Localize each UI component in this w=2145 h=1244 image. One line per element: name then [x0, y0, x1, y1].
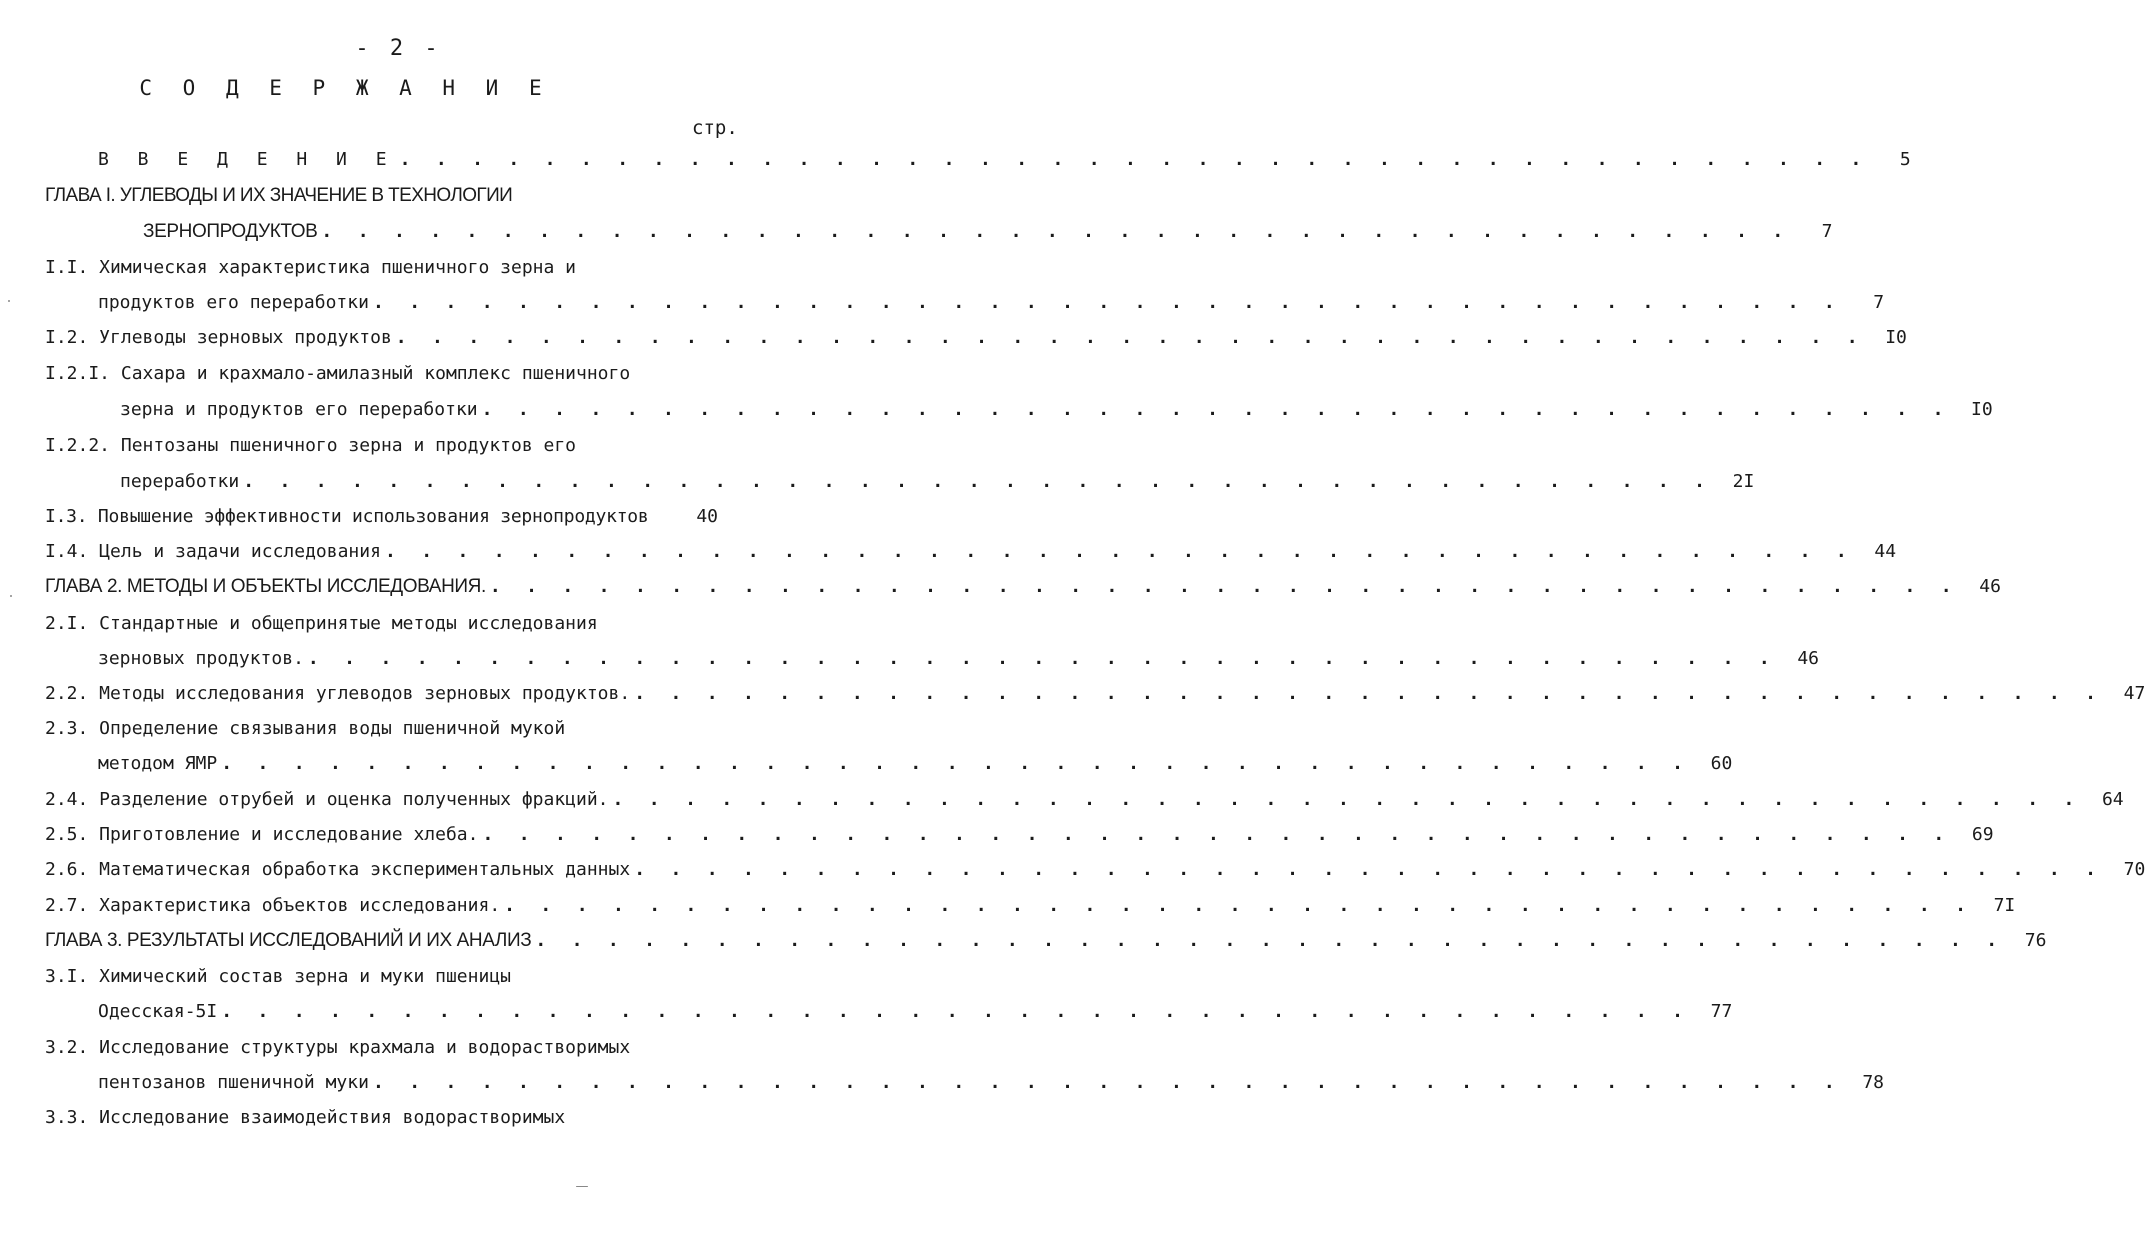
page-number: - 2 -: [355, 36, 442, 61]
leader-dots: . . . . . . . . . . . . . . . . . . . . . . . . . . . . . . . . . . . . . . . . .: [384, 541, 1855, 562]
leader-dots: . . . . . . . . . . . . . . . . . . . . . . . . . . . . . . . . . . . . . . . . .: [321, 221, 1791, 242]
entry-text: продуктов его переработки: [98, 292, 369, 313]
entry-text: 2.4. Разделение отрубей и оценка полученных фракций.: [45, 789, 609, 810]
leader-dots: . . . . . . . . . . . . . . . . . . . . . . . . . . . . . . . . . . . . . . . . .: [395, 327, 1865, 348]
entry-text: пентозанов пшеничной муки: [98, 1072, 369, 1093]
toc-entry-1-4: [45, 540, 1897, 564]
entry-text: 3.3. Исследование взаимодействия водорастворимых: [45, 1107, 566, 1128]
leader-dots: . . . . . . . . . . . . . . . . . . . . . . . . . . . . . . . . . . . . . . . . .: [535, 930, 2005, 951]
entry-text: I.3. Повышение эффективности использования зернопродуктов: [45, 506, 649, 527]
entry-text: ЗЕРНОПРОДУКТОВ: [143, 221, 318, 242]
toc-entry-1-2-2: [45, 434, 685, 458]
leader-dots: . . . . . . . . . . . . . . . . . . . . . . . . . . . . . . . . . . . . . . . . .: [504, 895, 1974, 916]
entry-page: 69: [1971, 824, 1994, 845]
toc-entry-2-3: [45, 717, 685, 741]
leader-dots: . . . . . . . . . . . . . . . . . . . . . . . . . . . . . . . . . . . . . . . . .: [489, 576, 1959, 597]
toc-entry-1-2-2-cont: [120, 470, 1755, 494]
entry-text: ГЛАВА I. УГЛЕВОДЫ И ИХ ЗНАЧЕНИЕ В ТЕХНОЛОГИИ: [45, 185, 513, 206]
toc-entry-2-4: [45, 788, 2124, 812]
entry-text: ГЛАВА 2. МЕТОДЫ И ОБЪЕКТЫ ИССЛЕДОВАНИЯ.: [45, 576, 486, 597]
toc-entry-1-2-1: [45, 362, 745, 386]
toc-entry-2-6: [45, 858, 2145, 882]
leader-dots: . . . . . . . . . . . . . . . . . . . . . . . . . . . . . . . . . . . . . . . . .: [221, 1001, 1691, 1022]
toc-entry-chapter-3: [45, 929, 2047, 953]
toc-entry-3-2: [45, 1036, 685, 1060]
entry-text: 2.I. Стандартные и общепринятые методы исследования: [45, 613, 598, 634]
leader-dots: . . . . . . . . . . . . . . . . . . . . . . . . . . . . . . . . . . . . . . . . .: [634, 859, 2104, 880]
toc-entry-chapter-1-cont: [143, 220, 1833, 244]
toc-entry-1-2-1-cont: [120, 398, 1993, 422]
toc-entry-3-1-cont: [98, 1000, 1733, 1024]
entry-text: методом ЯМР: [98, 753, 218, 774]
leader-dots: . . . . . . . . . . . . . . . . . . . . . . . . . . . . . . . . . . . . . . . . .: [399, 149, 1869, 170]
toc-entry-chapter-1: [45, 184, 685, 208]
entry-page: 7: [1821, 221, 1833, 242]
entry-page: 7I: [1993, 895, 2016, 916]
leader-dots: . . . . . . . . . . . . . . . . . . . . . . . . . . . . . . . . . . . . . . . . .: [243, 471, 1713, 492]
leader-dots: . . . . . . . . . . . . . . . . . . . . . . . . . . . . . . . . . . . . . . . . .: [221, 753, 1691, 774]
toc-entry-2-3-cont: [98, 752, 1733, 776]
entry-page: 44: [1874, 541, 1897, 562]
leader-dots: . . . . . . . . . . . . . . . . . . . . . . . . . . . . . . . . . . . . . . . . .: [612, 789, 2082, 810]
entry-text: I.2.2. Пентозаны пшеничного зерна и продуктов его: [45, 435, 577, 456]
entry-text: Одесская-5I: [98, 1001, 218, 1022]
entry-page: 60: [1710, 753, 1733, 774]
entry-text: 2.7. Характеристика объектов исследования.: [45, 895, 501, 916]
entry-text: 2.6. Математическая обработка экспериментальных данных: [45, 859, 631, 880]
entry-text: I.4. Цель и задачи исследования: [45, 541, 381, 562]
scan-speck: [576, 1186, 588, 1187]
entry-text: I.I. Химическая характеристика пшеничного зерна и: [45, 257, 577, 278]
toc-entry-3-2-cont: [98, 1071, 1885, 1095]
entry-page: 78: [1862, 1072, 1885, 1093]
toc-entry-3-3: [45, 1106, 685, 1130]
entry-text: 3.I. Химический состав зерна и муки пшеницы: [45, 966, 511, 987]
scan-speck: [8, 300, 10, 302]
toc-entry-1-2: [45, 326, 1907, 350]
toc-entry-2-2: [45, 682, 2145, 706]
toc-entry-introduction: [98, 148, 1911, 172]
entry-page: 46: [1979, 576, 2001, 597]
entry-text: 2.2. Методы исследования углеводов зерновых продуктов.: [45, 683, 631, 704]
entry-page: I0: [1971, 399, 1993, 420]
leader-dots: . . . . . . . . . . . . . . . . . . . . . . . . . . . . . . . . . . . . . . . . .: [482, 824, 1952, 845]
toc-entry-2-5: [45, 823, 1994, 847]
leader-dots: . . . . . . . . . . . . . . . . . . . . . . . . . . . . . . . . . . . . . . . . .: [372, 1072, 1843, 1093]
toc-entry-3-1: [45, 965, 685, 989]
entry-page: 40: [696, 506, 718, 527]
entry-page: 47: [2123, 683, 2145, 704]
toc-title: С О Д Е Р Ж А Н И Е: [139, 76, 551, 100]
entry-text: В В Е Д Е Н И Е: [98, 149, 396, 170]
toc-entry-1-1-cont: [98, 291, 1885, 315]
entry-text: I.2.I. Сахара и крахмало-амилазный комплекс пшеничного: [45, 363, 631, 384]
entry-text: 3.2. Исследование структуры крахмала и водорастворимых: [45, 1037, 631, 1058]
entry-page: 77: [1710, 1001, 1733, 1022]
toc-entry-2-7: [45, 894, 2016, 918]
entry-page: I0: [1885, 327, 1907, 348]
entry-page: 46: [1797, 648, 1819, 669]
entry-page: 70: [2123, 859, 2145, 880]
entry-page: 64: [2101, 789, 2124, 810]
entry-text: I.2. Углеводы зерновых продуктов: [45, 327, 392, 348]
entry-text: ГЛАВА 3. РЕЗУЛЬТАТЫ ИССЛЕДОВАНИЙ И ИХ АНАЛИЗ: [45, 930, 532, 951]
toc-entry-1-1: [45, 256, 685, 280]
toc-entry-2-1: [45, 612, 685, 636]
entry-page: 5: [1899, 149, 1911, 170]
leader-dots: . . . . . . . . . . . . . . . . . . . . . . . . . . . . . . . . . . . . . . . . .: [307, 648, 1777, 669]
entry-text: зерна и продуктов его переработки: [120, 399, 478, 420]
entry-text: 2.3. Определение связывания воды пшеничной мукой: [45, 718, 566, 739]
entry-page: 76: [2024, 930, 2047, 951]
toc-entry-1-3: [45, 505, 718, 529]
toc-entry-chapter-2: [45, 575, 2001, 599]
entry-page: 7: [1873, 292, 1885, 313]
leader-dots: . . . . . . . . . . . . . . . . . . . . . . . . . . . . . . . . . . . . . . . . .: [372, 292, 1843, 313]
scan-speck: [10, 595, 12, 597]
entry-text: зерновых продуктов.: [98, 648, 304, 669]
entry-text: переработки: [120, 471, 240, 492]
toc-entry-2-1-cont: [98, 647, 1819, 671]
leader-dots: . . . . . . . . . . . . . . . . . . . . . . . . . . . . . . . . . . . . . . . . .: [481, 399, 1951, 420]
entry-page: 2I: [1732, 471, 1755, 492]
leader-dots: . . . . . . . . . . . . . . . . . . . . . . . . . . . . . . . . . . . . . . . . .: [634, 683, 2104, 704]
page-column-label: стр.: [692, 117, 738, 139]
entry-text: 2.5. Приготовление и исследование хлеба.: [45, 824, 479, 845]
